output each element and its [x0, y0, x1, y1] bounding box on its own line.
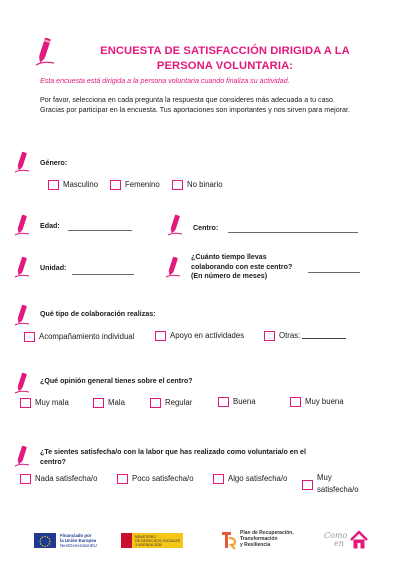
page-title: ENCUESTA DE SATISFACCIÓN DIRIGIDA A LA PERSONA VOLUNTARIA:	[100, 45, 350, 72]
checkbox[interactable]	[48, 180, 59, 190]
centro-field[interactable]	[228, 232, 358, 233]
edad-field[interactable]	[68, 230, 132, 231]
satisfaccion-option[interactable]: Poco satisfecha/o	[117, 474, 194, 484]
intro-text: Por favor, selecciona en cada pregunta la respuesta que consideres más adecuada a tu caso. Gracias por participar en la encuesta. Tus aportaciones son importantes y nos sirven para mejorar.	[40, 96, 350, 114]
genero-option[interactable]: Femenino	[110, 180, 160, 190]
satisfaccion-option[interactable]: Algo satisfecha/o	[213, 474, 287, 484]
checkbox[interactable]	[290, 397, 301, 407]
eu-flag-icon	[34, 533, 56, 548]
opinion-option[interactable]: Regular	[150, 398, 192, 408]
unidad-field[interactable]	[72, 274, 134, 275]
pen-icon	[34, 36, 56, 66]
checkbox[interactable]	[155, 331, 166, 341]
genero-label: Género:	[40, 159, 68, 167]
colaboracion-option[interactable]: Apoyo en actividades	[155, 331, 244, 341]
checkbox[interactable]	[24, 332, 35, 342]
checkbox[interactable]	[20, 398, 31, 408]
satisfaccion-option[interactable]: Nada satisfecha/o	[20, 474, 97, 484]
eu-logo: Financiado por la Unión Europea NextGenerationEU	[34, 533, 97, 549]
pen-icon	[14, 445, 30, 467]
satisfaccion-option[interactable]: Muy satisfecha/o	[302, 474, 359, 496]
footer	[0, 526, 400, 556]
pen-icon	[14, 214, 30, 236]
opinion-label: ¿Qué opinión general tienes sobre el centro?	[40, 377, 193, 385]
subtitle: Esta encuesta está dirigida a la persona voluntaria cuando finaliza su actividad.	[40, 77, 290, 85]
tiempo-label: ¿Cuánto tiempo llevas colaborando con este centro? (En número de meses)	[191, 253, 293, 280]
pen-icon	[14, 304, 30, 326]
unidad-label: Unidad:	[40, 264, 67, 272]
prtr-logo: Plan de Recuperación, Transformación y Resiliencia	[222, 530, 294, 550]
checkbox[interactable]	[218, 397, 229, 407]
checkbox[interactable]	[302, 480, 313, 490]
genero-option[interactable]: No binario	[172, 180, 223, 190]
checkbox[interactable]	[172, 180, 183, 190]
checkbox[interactable]	[264, 331, 275, 341]
pen-icon	[14, 256, 30, 278]
centro-label: Centro:	[193, 224, 219, 232]
edad-label: Edad:	[40, 222, 60, 230]
satisfaccion-label: ¿Te sientes satisfecha/o con la labor que has realizado como voluntaria/o en el centro?	[40, 448, 306, 466]
pen-icon	[167, 214, 183, 236]
prtr-icon	[222, 530, 236, 550]
pen-icon	[14, 151, 30, 173]
opinion-option[interactable]: Mala	[93, 398, 125, 408]
checkbox[interactable]	[117, 474, 128, 484]
house-icon	[349, 530, 369, 550]
checkbox[interactable]	[110, 180, 121, 190]
opinion-option[interactable]: Muy mala	[20, 398, 69, 408]
checkbox[interactable]	[150, 398, 161, 408]
opinion-option[interactable]: Muy buena	[290, 397, 344, 407]
colaboracion-option[interactable]: Acompañamiento individual	[24, 332, 134, 342]
tiempo-field[interactable]	[308, 272, 360, 273]
como-en-casa-logo: Como en	[324, 530, 369, 550]
checkbox[interactable]	[213, 474, 224, 484]
pen-icon	[165, 256, 181, 278]
colaboracion-option-otras[interactable]: Otras:	[264, 331, 346, 341]
gobierno-logo: MINISTERIO DE DERECHOS SOCIALES Y AGENDA 2030	[121, 533, 183, 548]
colaboracion-label: Qué tipo de colaboración realizas:	[40, 310, 156, 318]
checkbox[interactable]	[93, 398, 104, 408]
pen-icon	[14, 372, 30, 394]
genero-option[interactable]: Masculino	[48, 180, 98, 190]
spain-shield-icon	[121, 533, 132, 548]
otras-field[interactable]	[302, 338, 346, 339]
checkbox[interactable]	[20, 474, 31, 484]
opinion-option[interactable]: Buena	[218, 397, 256, 407]
